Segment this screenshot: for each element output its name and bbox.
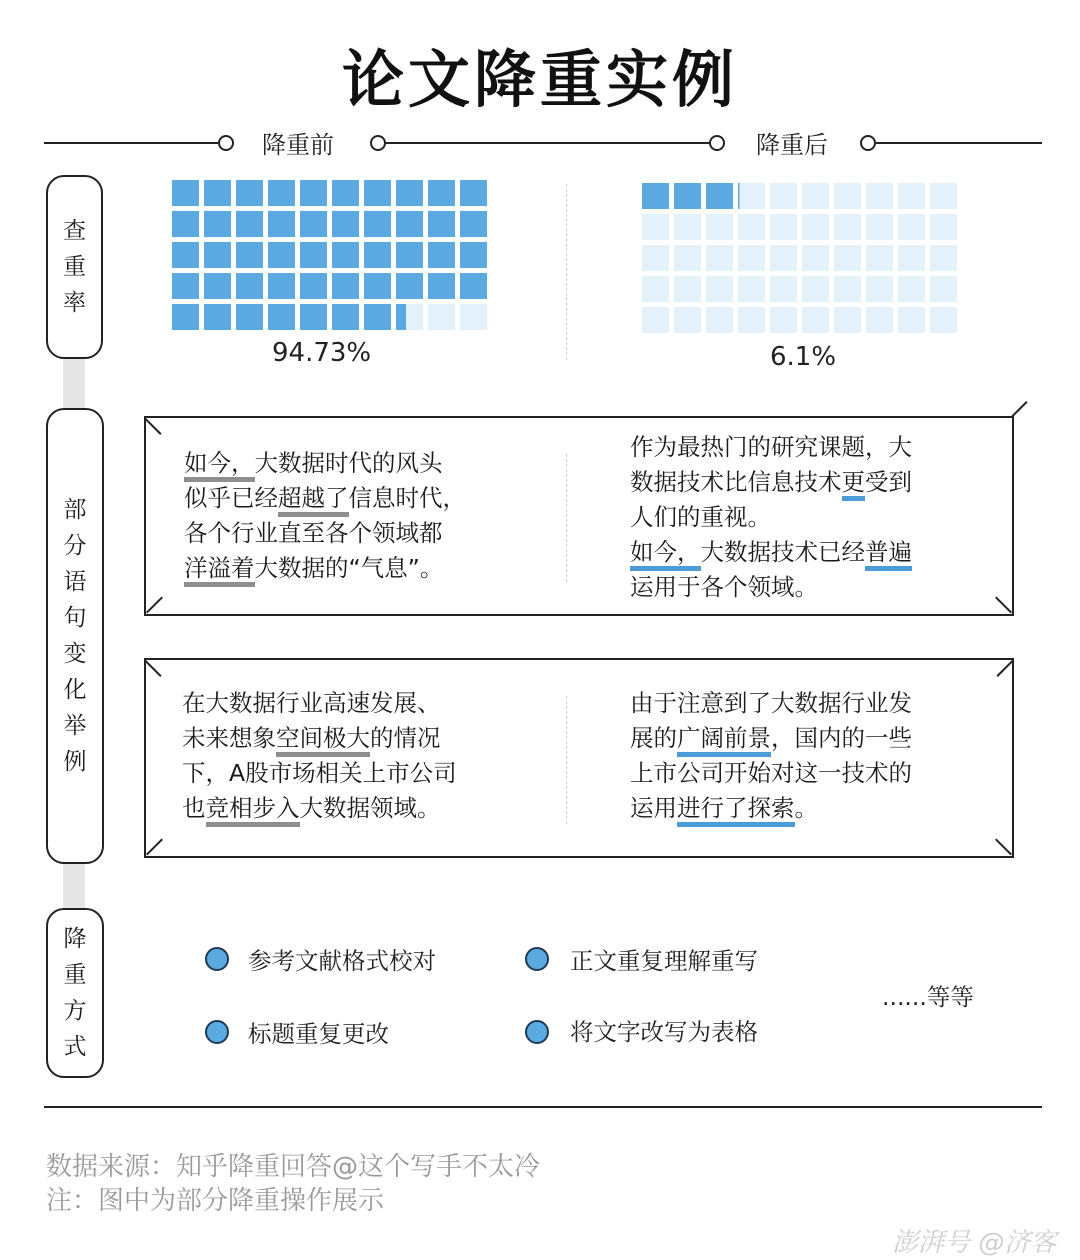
bullet-icon — [525, 947, 549, 971]
grid-cell — [866, 183, 893, 209]
grid-cell — [738, 214, 765, 240]
grid-cell — [364, 211, 391, 237]
grid-cell — [300, 304, 327, 330]
text-segment: 人们的重视。 — [630, 503, 771, 531]
grid-cell — [738, 276, 765, 302]
grid-cell — [930, 245, 957, 271]
after-label: 降重后 — [756, 131, 828, 159]
grid-cell — [770, 276, 797, 302]
watermark: 澎湃号 @济客 — [892, 1228, 1057, 1258]
grid-cell — [460, 180, 487, 206]
grid-cell — [866, 245, 893, 271]
grid-cell — [268, 304, 295, 330]
grid-cell — [674, 307, 701, 333]
changed-phrase: 普遍 — [865, 538, 912, 571]
grid-cell — [396, 180, 423, 206]
grid-cell — [172, 180, 199, 206]
header-line-middle — [386, 142, 710, 144]
side-connector — [63, 355, 85, 411]
grid-cell — [428, 273, 455, 299]
grid-cell — [834, 307, 861, 333]
text-line — [630, 570, 1000, 605]
side-label-char: 式 — [63, 1034, 87, 1060]
text-segment: 数据技术比信息技术 — [630, 468, 842, 496]
header-ring — [370, 135, 386, 151]
example-1-after-text — [630, 430, 1000, 605]
bullet-icon — [205, 947, 229, 971]
grid-cell — [738, 245, 765, 271]
grid-cell — [268, 180, 295, 206]
grid-cell — [396, 304, 423, 330]
grid-cell — [204, 180, 231, 206]
text-line — [184, 481, 554, 516]
before-label: 降重前 — [262, 131, 334, 159]
divider-dashed — [566, 696, 567, 824]
text-segment: 大数据领域。 — [299, 794, 441, 822]
header-ring — [218, 135, 234, 151]
grid-cell — [428, 211, 455, 237]
grid-cell — [172, 304, 199, 330]
method-item: 标题重复更改 — [248, 1020, 389, 1048]
changed-phrase: 空间极大 — [276, 724, 370, 757]
text-line — [630, 686, 1000, 721]
grid-cell — [204, 273, 231, 299]
grid-cell — [236, 273, 263, 299]
text-line — [184, 516, 554, 551]
grid-cell — [898, 214, 925, 240]
grid-cell — [834, 245, 861, 271]
grid-cell — [898, 183, 925, 209]
side-label-char: 查 — [63, 218, 86, 244]
text-line — [184, 446, 554, 481]
grid-cell — [428, 242, 455, 268]
grid-cell — [332, 304, 359, 330]
text-segment: 运用 — [630, 794, 677, 822]
text-segment: 作为最热门的研究课题，大 — [630, 433, 912, 461]
grid-cell — [236, 242, 263, 268]
text-line — [182, 686, 562, 721]
grid-cell — [706, 245, 733, 271]
grid-cell — [930, 307, 957, 333]
footer-source: 数据来源：知乎降重回答@这个写手不太冷 — [46, 1152, 541, 1182]
grid-cell — [332, 180, 359, 206]
grid-cell — [802, 214, 829, 240]
text-segment: 大数据技术已经 — [700, 538, 865, 566]
text-line — [182, 721, 562, 756]
grid-cell — [642, 276, 669, 302]
grid-cell — [460, 304, 487, 330]
bullet-icon — [205, 1020, 229, 1044]
grid-cell — [898, 307, 925, 333]
grid-cell — [332, 242, 359, 268]
text-segment: 的情况 — [370, 724, 441, 752]
grid-cell — [738, 307, 765, 333]
similarity-after-label: 6.1% — [770, 342, 837, 372]
grid-cell — [674, 183, 701, 209]
grid-cell — [396, 273, 423, 299]
grid-cell — [172, 242, 199, 268]
side-label-char: 分 — [63, 533, 87, 559]
side-label-char: 例 — [63, 749, 87, 775]
similarity-grid-after — [642, 183, 957, 333]
changed-phrase: 广阔前景 — [677, 724, 771, 757]
changed-phrase: 超越了 — [278, 484, 349, 517]
similarity-before-label: 94.73% — [272, 338, 372, 368]
header-ring — [860, 135, 876, 151]
side-label-char: 句 — [63, 605, 87, 631]
grid-cell — [300, 273, 327, 299]
side-label-char: 语 — [63, 569, 87, 595]
text-segment: 下，A股市场相关上市公司 — [182, 759, 457, 787]
text-segment: 也 — [182, 794, 206, 822]
grid-cell — [396, 242, 423, 268]
page-title: 论文降重实例 — [341, 43, 738, 116]
grid-cell — [674, 245, 701, 271]
text-line — [630, 535, 1000, 570]
grid-cell — [898, 276, 925, 302]
side-label-char: 部 — [63, 497, 87, 523]
method-item: 将文字改写为表格 — [570, 1018, 758, 1046]
footer-divider — [44, 1106, 1042, 1108]
changed-phrase: 洋溢着 — [184, 554, 255, 587]
method-item: 参考文献格式校对 — [248, 947, 436, 975]
header-ring — [709, 135, 725, 151]
text-segment: 大数据的“气息”。 — [254, 554, 444, 582]
grid-cell — [428, 180, 455, 206]
grid-cell — [428, 304, 455, 330]
text-line — [630, 500, 1000, 535]
text-segment: 大数据时代的风头 — [254, 449, 443, 477]
grid-cell — [738, 183, 765, 209]
text-line — [184, 551, 554, 586]
grid-cell — [770, 245, 797, 271]
method-item: 正文重复理解重写 — [570, 947, 758, 975]
grid-cell — [460, 242, 487, 268]
grid-cell — [770, 307, 797, 333]
grid-cell — [834, 183, 861, 209]
text-line — [630, 721, 1000, 756]
grid-cell — [204, 211, 231, 237]
grid-cell — [268, 242, 295, 268]
grid-cell — [674, 214, 701, 240]
grid-cell — [802, 183, 829, 209]
header-line-right — [876, 142, 1042, 144]
grid-cell — [364, 273, 391, 299]
grid-cell — [236, 180, 263, 206]
example-1-before-text — [184, 446, 554, 586]
text-line — [182, 756, 562, 791]
grid-cell — [332, 211, 359, 237]
text-segment: 信息时代， — [348, 484, 466, 512]
side-label-char: 降 — [63, 926, 87, 952]
grid-cell — [268, 211, 295, 237]
grid-cell — [930, 214, 957, 240]
grid-cell — [802, 307, 829, 333]
grid-cell — [866, 214, 893, 240]
side-label-char: 方 — [63, 998, 87, 1024]
changed-phrase: 如今， — [630, 538, 701, 571]
text-segment: 未来想象 — [182, 724, 276, 752]
side-label-rate — [46, 175, 103, 359]
grid-cell — [706, 307, 733, 333]
grid-cell — [834, 276, 861, 302]
text-line — [630, 756, 1000, 791]
grid-cell — [364, 180, 391, 206]
side-label-methods — [46, 908, 104, 1078]
grid-cell — [204, 304, 231, 330]
bullet-icon — [525, 1020, 549, 1044]
divider-dashed — [566, 184, 567, 360]
text-segment: 。 — [794, 794, 818, 822]
grid-cell — [300, 242, 327, 268]
text-segment: 运用于各个领域。 — [630, 573, 818, 601]
side-label-char: 举 — [63, 713, 87, 739]
changed-phrase: 进行了探索 — [677, 794, 795, 827]
grid-cell — [802, 245, 829, 271]
changed-phrase: 竞相步入 — [206, 794, 300, 827]
side-label-char: 重 — [63, 962, 87, 988]
grid-cell — [364, 242, 391, 268]
grid-cell — [866, 276, 893, 302]
divider-dashed — [566, 454, 567, 582]
changed-phrase: 更 — [842, 468, 866, 501]
grid-cell — [204, 242, 231, 268]
grid-cell — [172, 211, 199, 237]
side-label-examples — [46, 408, 104, 864]
text-segment: 各个行业直至各个领域都 — [184, 519, 443, 547]
grid-cell — [332, 273, 359, 299]
similarity-grid-before — [172, 180, 487, 330]
text-segment: 受到 — [865, 468, 912, 496]
changed-phrase: 如今， — [184, 449, 255, 482]
grid-cell — [642, 183, 669, 209]
grid-cell — [642, 245, 669, 271]
grid-cell — [834, 214, 861, 240]
text-segment: 由于注意到了大数据行业发 — [630, 689, 912, 717]
grid-cell — [866, 307, 893, 333]
grid-cell — [706, 276, 733, 302]
grid-cell — [898, 245, 925, 271]
grid-cell — [706, 183, 733, 209]
example-2-after-text — [630, 686, 1000, 826]
grid-cell — [460, 273, 487, 299]
grid-cell — [802, 276, 829, 302]
grid-cell — [268, 273, 295, 299]
grid-cell — [642, 307, 669, 333]
grid-cell — [674, 276, 701, 302]
grid-cell — [642, 214, 669, 240]
text-segment: ，国内的一些 — [771, 724, 912, 752]
grid-cell — [300, 211, 327, 237]
side-label-char: 率 — [63, 290, 86, 316]
grid-cell — [396, 211, 423, 237]
text-line — [630, 791, 1000, 826]
text-segment: 展的 — [630, 724, 677, 752]
side-label-char: 化 — [63, 677, 87, 703]
grid-cell — [460, 211, 487, 237]
text-segment: 似乎已经 — [184, 484, 278, 512]
footer-note: 注：图中为部分降重操作展示 — [46, 1186, 385, 1216]
side-label-char: 变 — [63, 641, 87, 667]
grid-cell — [770, 183, 797, 209]
grid-cell — [930, 183, 957, 209]
grid-cell — [364, 304, 391, 330]
grid-cell — [770, 214, 797, 240]
grid-cell — [236, 304, 263, 330]
grid-cell — [930, 276, 957, 302]
grid-cell — [236, 211, 263, 237]
text-line — [630, 465, 1000, 500]
method-etc: ......等等 — [882, 983, 974, 1011]
grid-cell — [706, 214, 733, 240]
text-line — [182, 791, 562, 826]
side-connector — [63, 858, 85, 910]
side-label-char: 重 — [63, 254, 86, 280]
text-segment: 上市公司开始对这一技术的 — [630, 759, 912, 787]
grid-cell — [172, 273, 199, 299]
header-line-left — [44, 142, 220, 144]
example-2-before-text — [182, 686, 562, 826]
grid-cell — [300, 180, 327, 206]
text-line — [630, 430, 1000, 465]
text-segment: 在大数据行业高速发展、 — [182, 689, 441, 717]
